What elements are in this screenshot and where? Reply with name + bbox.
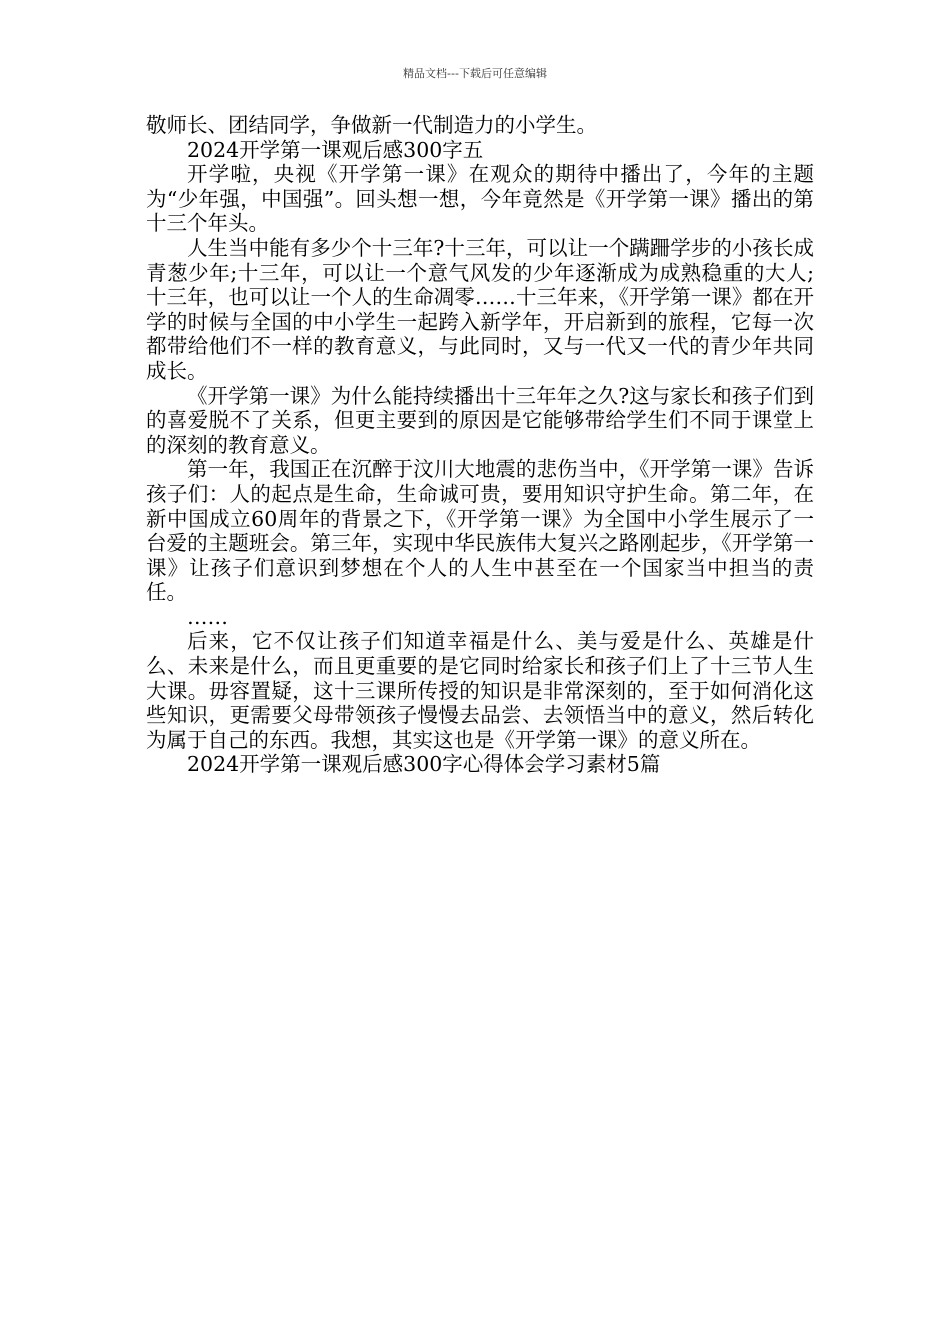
closing-title: 2024开学第一课观后感300字心得体会学习素材5篇	[187, 752, 661, 777]
ellipsis-line: ……	[187, 604, 228, 629]
paragraph: 《开学第一课》为什么能持续播出十三年年之久?这与家长和孩子们到的喜爱脱不了关系，但更主要到的原因是它能够带给学生们不同于课堂上的深刻的教育意义。	[146, 383, 814, 457]
paragraph: 开学啦，央视《开学第一课》在观众的期待中播出了，今年的主题为“少年强，中国强”。回头想一想，今年竟然是《开学第一课》播出的第十三个年头。	[146, 162, 814, 236]
paragraph: 后来，它不仅让孩子们知道幸福是什么、美与爱是什么、英雄是什么、未来是什么，而且更重要的是它同时给家长和孩子们上了十三节人生大课。毋容置疑，这十三课所传授的知识是非常深刻的，至于如何消化这些知识，更需要父母带领孩子慢慢去品尝、去领悟当中的意义，然后转化为属于自己的东西。我想，其实这也是《开学第一课》的意义所在。	[146, 629, 814, 752]
paragraph: 人生当中能有多少个十三年?十三年，可以让一个蹒跚学步的小孩长成青葱少年;十三年，可以让一个意气风发的少年逐渐成为成熟稳重的大人;十三年，也可以让一个人的生命凋零……十三年来，《开学第一课》都在开学的时候与全国的中小学生一起跨入新学年，开启新到的旅程，它每一次都带给他们不一样的教育意义，与此同时，又与一代又一代的青少年共同成长。	[146, 235, 814, 383]
document-body	[146, 113, 814, 777]
paragraph-continuation: 敬师长、团结同学，争做新一代制造力的小学生。	[146, 113, 597, 137]
paragraph: 第一年，我国正在沉醉于汶川大地震的悲伤当中，《开学第一课》告诉孩子们：人的起点是生命，生命诚可贵，要用知识守护生命。第二年，在新中国成立60周年的背景之下，《开学第一课》为全国中小学生展示了一台爱的主题班会。第三年，实现中华民族伟大复兴之路刚起步，《开学第一课》让孩子们意识到梦想在个人的人生中甚至在一个国家当中担当的责任。	[146, 457, 814, 605]
section-title: 2024开学第一课观后感300字五	[187, 137, 484, 162]
page-header: 精品文档---下载后可任意编辑	[403, 67, 547, 80]
